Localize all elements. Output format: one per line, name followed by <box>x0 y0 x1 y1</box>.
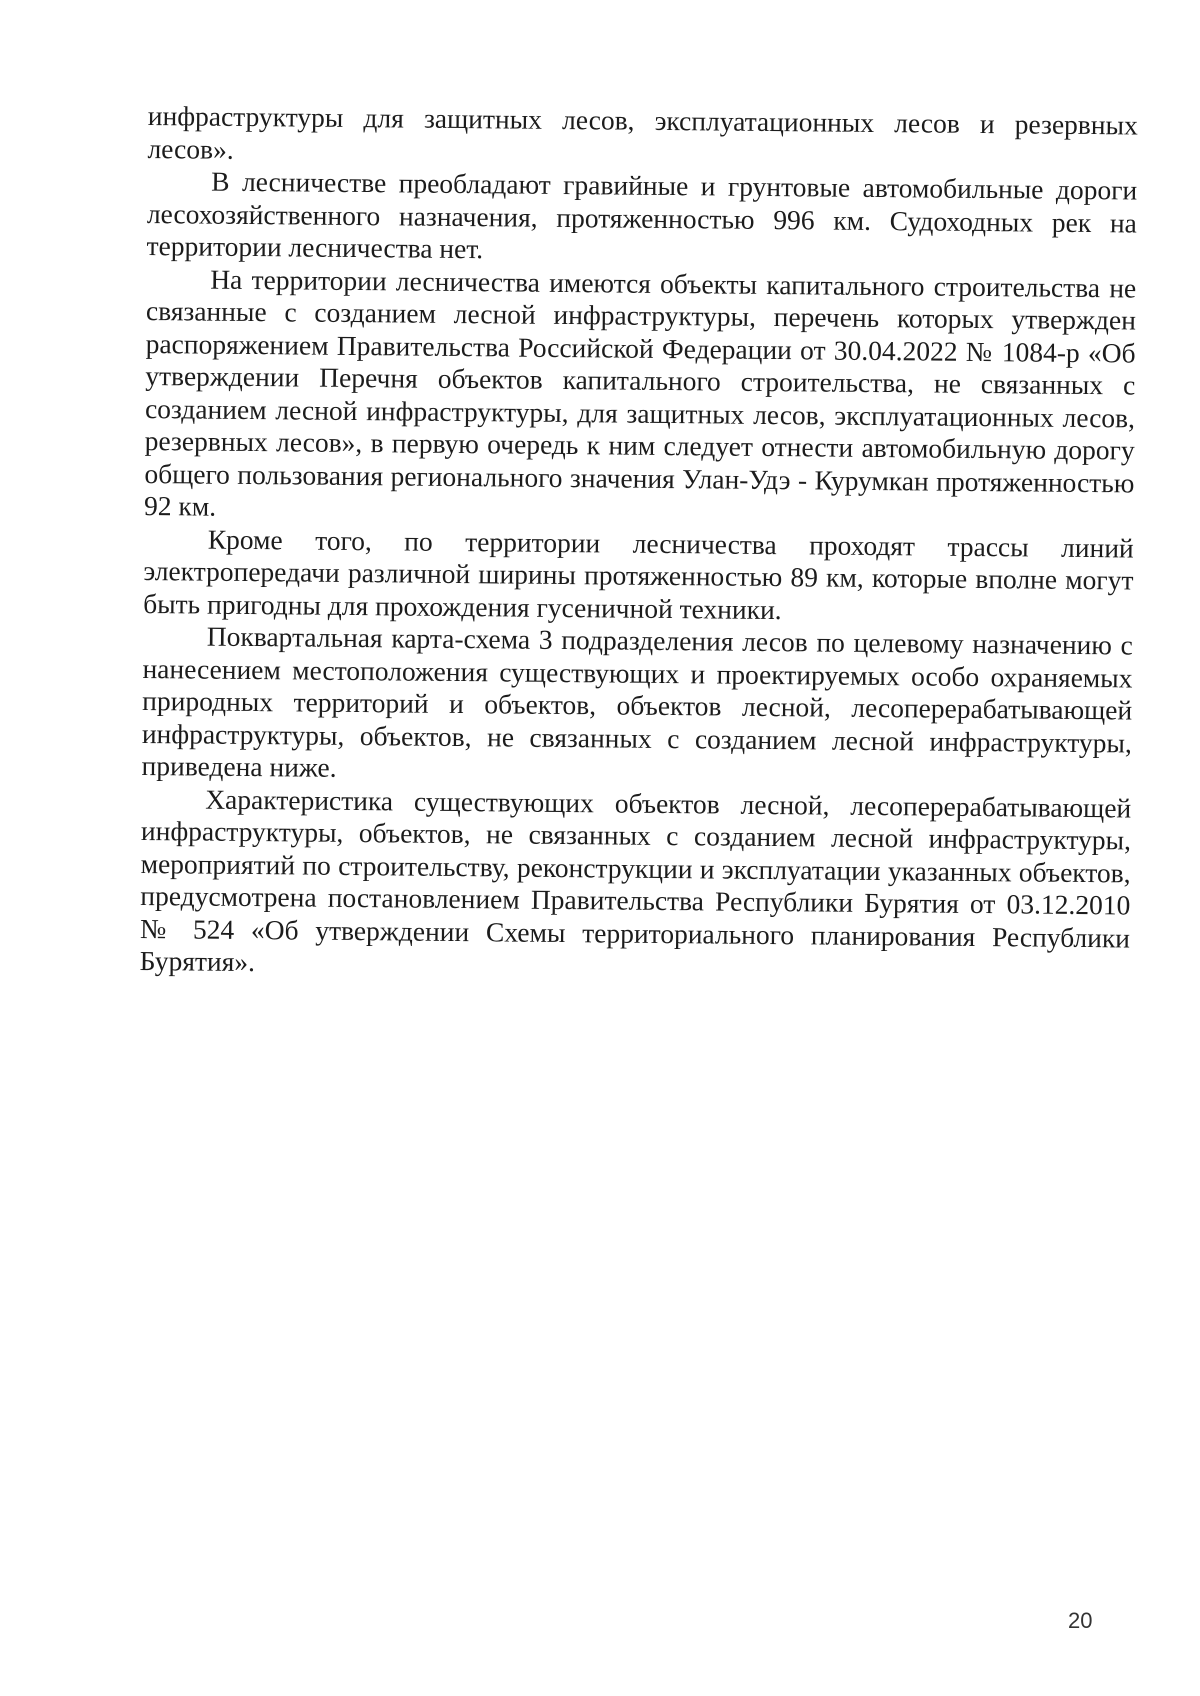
paragraph-roads: В лесничестве преобладают гравийные и грунтовые автомобильные дороги лесохозяйственного назначения, протяженностью 996 км. Судоходных рек на территории лесничества нет. <box>146 165 1138 265</box>
paragraph-continuation: инфраструктуры для защитных лесов, эксплуатационных лесов и резервных лесов». <box>147 100 1138 165</box>
paragraph-capital-objects: На территории лесничества имеются объекты капитального строительства не связанные с созданием лесной инфраструктуры, перечень которых утвержден распоряжением Правительства Российской Федерации от 30.04.2022 № 1084-р «Об утверждении Перечня объектов капитального строительства, не связанных с созданием лесной инфраструктуры, для защитных лесов, эксплуатационных лесов, резервных лесов», в первую очередь к ним следует отнести автомобильную дорогу общего пользования регионального значения Улан-Удэ - Курумкан протяженностью 92 км. <box>143 263 1137 522</box>
paragraph-power-lines: Кроме того, по территории лесничества проходят трассы линий электропередачи различной ширины протяженностью 89 км, которые вполне могут быть пригодны для прохождения гусеничной техники. <box>143 523 1134 625</box>
paragraph-characteristics: Характеристика существующих объектов лесной, лесоперерабатывающей инфраструктуры, объектов, не связанных с созданием лесной инфраструктуры, мероприятий по строительству, реконструкции и эксплуатации указанных объектов, предусмотрена постановлением Правительства Республики Бурятия от 03.12.2010 № 524 «Об утверждении Схемы территориального планирования Республики Бурятия». <box>139 783 1132 978</box>
page-number: 20 <box>1068 1608 1093 1633</box>
body-text <box>140 100 1138 987</box>
paragraph-map-scheme: Поквартальная карта-схема 3 подразделения лесов по целевому назначению с нанесением местоположения существующих и проектируемых особо охраняемых природных территорий и объектов, объектов лесной, лесоперерабатывающей инфраструктуры, объектов, не связанных с созданием лесной инфраструктуры, приведена ниже. <box>141 620 1133 783</box>
